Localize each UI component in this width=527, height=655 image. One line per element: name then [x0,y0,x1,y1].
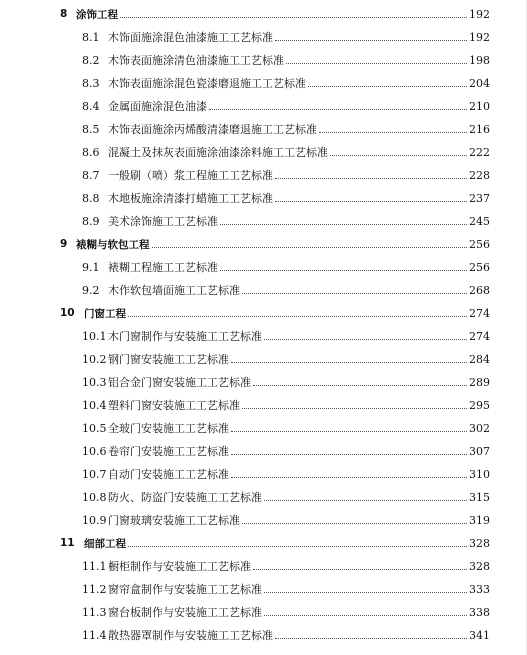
toc-leader-dots [242,523,467,524]
toc-entry-title: 自动门安装施工工艺标准 [108,468,229,481]
toc-leader-dots [275,201,467,202]
toc-entry-number: 8.1 [82,30,100,44]
toc-entry-number: 10.2 [82,352,107,366]
toc-entry-title: 木饰表面施涂混色瓷漆磨退施工工艺标准 [108,77,306,90]
toc-leader-dots [264,500,467,501]
toc-entry-title: 窗帘盒制作与安装施工工艺标准 [108,583,262,596]
toc-section-row[interactable] [0,419,527,437]
toc-section-row[interactable] [0,350,527,368]
toc-entry-page: 256 [469,237,490,251]
toc-entry-page: 319 [469,513,490,527]
toc-entry-page: 268 [469,283,490,297]
toc-leader-dots [220,224,467,225]
toc-entry-page: 210 [469,99,490,113]
toc-leader-dots [275,638,467,639]
toc-entry-number: 10.5 [82,421,107,435]
toc-entry-number: 11.1 [82,559,107,573]
toc-leader-dots [209,109,467,110]
toc-entry-number: 8.6 [82,145,100,159]
toc-leader-dots [152,247,468,248]
toc-entry-title: 木地板施涂清漆打蜡施工工艺标准 [108,192,273,205]
toc-leader-dots [220,270,467,271]
toc-entry-page: 274 [469,306,490,320]
toc-entry-number: 8.3 [82,76,100,90]
toc-entry-title: 木饰面施涂混色油漆施工工艺标准 [108,31,273,44]
toc-entry-title: 木作软包墙面施工工艺标准 [108,284,240,297]
toc-entry-number: 10.7 [82,467,107,481]
toc-leader-dots [231,477,467,478]
toc-section-row[interactable] [0,580,527,598]
toc-leader-dots [231,362,467,363]
toc-entry-number: 10.1 [82,329,107,343]
toc-entry-page: 192 [469,7,490,21]
toc-entry-page: 245 [469,214,490,228]
toc-entry-page: 216 [469,122,490,136]
toc-entry-page: 310 [469,467,490,481]
toc-entry-title: 铝合金门窗安装施工工艺标准 [108,376,251,389]
toc-entry-title: 裱糊工程施工工艺标准 [108,261,218,274]
toc-entry-number: 11.2 [82,582,107,596]
toc-entry-title: 木饰表面施涂清色油漆施工工艺标准 [108,54,284,67]
toc-entry-number: 10.9 [82,513,107,527]
toc-entry-title: 木门窗制作与安装施工工艺标准 [108,330,262,343]
toc-entry-number: 8 [60,8,68,20]
toc-section-row[interactable] [0,396,527,414]
toc-leader-dots [264,339,467,340]
toc-leader-dots [128,316,467,317]
toc-leader-dots [128,546,467,547]
toc-entry-title: 金属面施涂混色油漆 [108,100,207,113]
toc-entry-number: 11.4 [82,628,107,642]
toc-leader-dots [264,592,467,593]
toc-entry-number: 9.2 [82,283,100,297]
toc-entry-number: 10.6 [82,444,107,458]
toc-entry-page: 256 [469,260,490,274]
toc-entry-title: 全玻门安装施工工艺标准 [108,422,229,435]
toc-section-row[interactable] [0,51,527,69]
toc-entry-page: 333 [469,582,490,596]
toc-leader-dots [264,615,467,616]
toc-leader-dots [286,63,467,64]
toc-entry-number: 11.3 [82,605,107,619]
toc-entry-number: 8.2 [82,53,100,67]
toc-section-row[interactable] [0,258,527,276]
toc-entry-number: 10.3 [82,375,107,389]
toc-entry-page: 341 [469,628,490,642]
toc-entry-title: 门窗工程 [84,307,126,320]
toc-entry-page: 338 [469,605,490,619]
toc-leader-dots [308,86,467,87]
toc-section-row[interactable] [0,465,527,483]
toc-leader-dots [120,17,467,18]
toc-entry-number: 8.8 [82,191,100,205]
toc-entry-title: 卷帘门安装施工工艺标准 [108,445,229,458]
toc-section-row[interactable] [0,488,527,506]
toc-section-row[interactable] [0,212,527,230]
toc-section-row[interactable] [0,28,527,46]
toc-entry-title: 橱柜制作与安装施工工艺标准 [108,560,251,573]
toc-entry-page: 302 [469,421,490,435]
toc-entry-number: 8.7 [82,168,100,182]
toc-section-row[interactable] [0,511,527,529]
toc-leader-dots [253,385,467,386]
toc-section-row[interactable] [0,166,527,184]
toc-leader-dots [231,454,467,455]
toc-entry-number: 9.1 [82,260,100,274]
toc-leader-dots [275,178,467,179]
toc-entry-title: 窗台板制作与安装施工工艺标准 [108,606,262,619]
toc-entry-title: 门窗玻璃安装施工工艺标准 [108,514,240,527]
toc-section-row[interactable] [0,120,527,138]
toc-section-row[interactable] [0,97,527,115]
toc-section-row[interactable] [0,442,527,460]
toc-entry-title: 散热器罩制作与安装施工工艺标准 [108,629,273,642]
toc-entry-title: 一般刷（喷）浆工程施工工艺标准 [108,169,273,182]
toc-section-row[interactable] [0,189,527,207]
toc-entry-page: 328 [469,536,490,550]
toc-entry-number: 8.9 [82,214,100,228]
toc-leader-dots [242,293,467,294]
toc-chapter-row[interactable] [0,235,527,253]
toc-entry-page: 295 [469,398,490,412]
toc-entry-page: 289 [469,375,490,389]
toc-entry-page: 315 [469,490,490,504]
toc-chapter-row[interactable] [0,534,527,552]
toc-leader-dots [231,431,467,432]
toc-entry-number: 8.5 [82,122,100,136]
toc-entry-title: 细部工程 [84,537,126,550]
toc-entry-number: 8.4 [82,99,100,113]
toc-entry-title: 钢门窗安装施工工艺标准 [108,353,229,366]
toc-entry-page: 307 [469,444,490,458]
toc-entry-number: 10 [60,307,75,319]
toc-entry-title: 木饰表面施涂丙烯酸清漆磨退施工工艺标准 [108,123,317,136]
toc-section-row[interactable] [0,281,527,299]
toc-entry-number: 11 [60,537,75,549]
toc-leader-dots [242,408,467,409]
toc-section-row[interactable] [0,557,527,575]
toc-entry-page: 204 [469,76,490,90]
toc-entry-title: 混凝土及抹灰表面施涂油漆涂料施工工艺标准 [108,146,328,159]
toc-section-row[interactable] [0,143,527,161]
toc-entry-number: 9 [60,238,68,250]
toc-entry-title: 美术涂饰施工工艺标准 [108,215,218,228]
toc-section-row[interactable] [0,327,527,345]
toc-entry-page: 228 [469,168,490,182]
toc-leader-dots [330,155,467,156]
toc-entry-number: 10.8 [82,490,107,504]
toc-section-row[interactable] [0,373,527,391]
toc-chapter-row[interactable] [0,5,527,23]
toc-section-row[interactable] [0,603,527,621]
toc-entry-title: 涂饰工程 [76,8,118,21]
toc-entry-page: 328 [469,559,490,573]
toc-entry-number: 10.4 [82,398,107,412]
toc-section-row[interactable] [0,74,527,92]
toc-entry-title: 裱糊与软包工程 [76,238,150,251]
toc-entry-page: 274 [469,329,490,343]
toc-entry-page: 198 [469,53,490,67]
toc-leader-dots [319,132,467,133]
toc-entry-page: 237 [469,191,490,205]
toc-leader-dots [253,569,467,570]
toc-entry-title: 塑料门窗安装施工工艺标准 [108,399,240,412]
toc-leader-dots [275,40,467,41]
toc-entry-page: 222 [469,145,490,159]
toc-entry-page: 284 [469,352,490,366]
toc-section-row[interactable] [0,626,527,644]
toc-chapter-row[interactable] [0,304,527,322]
toc-entry-title: 防火、防盗门安装施工工艺标准 [108,491,262,504]
toc-entry-page: 192 [469,30,490,44]
